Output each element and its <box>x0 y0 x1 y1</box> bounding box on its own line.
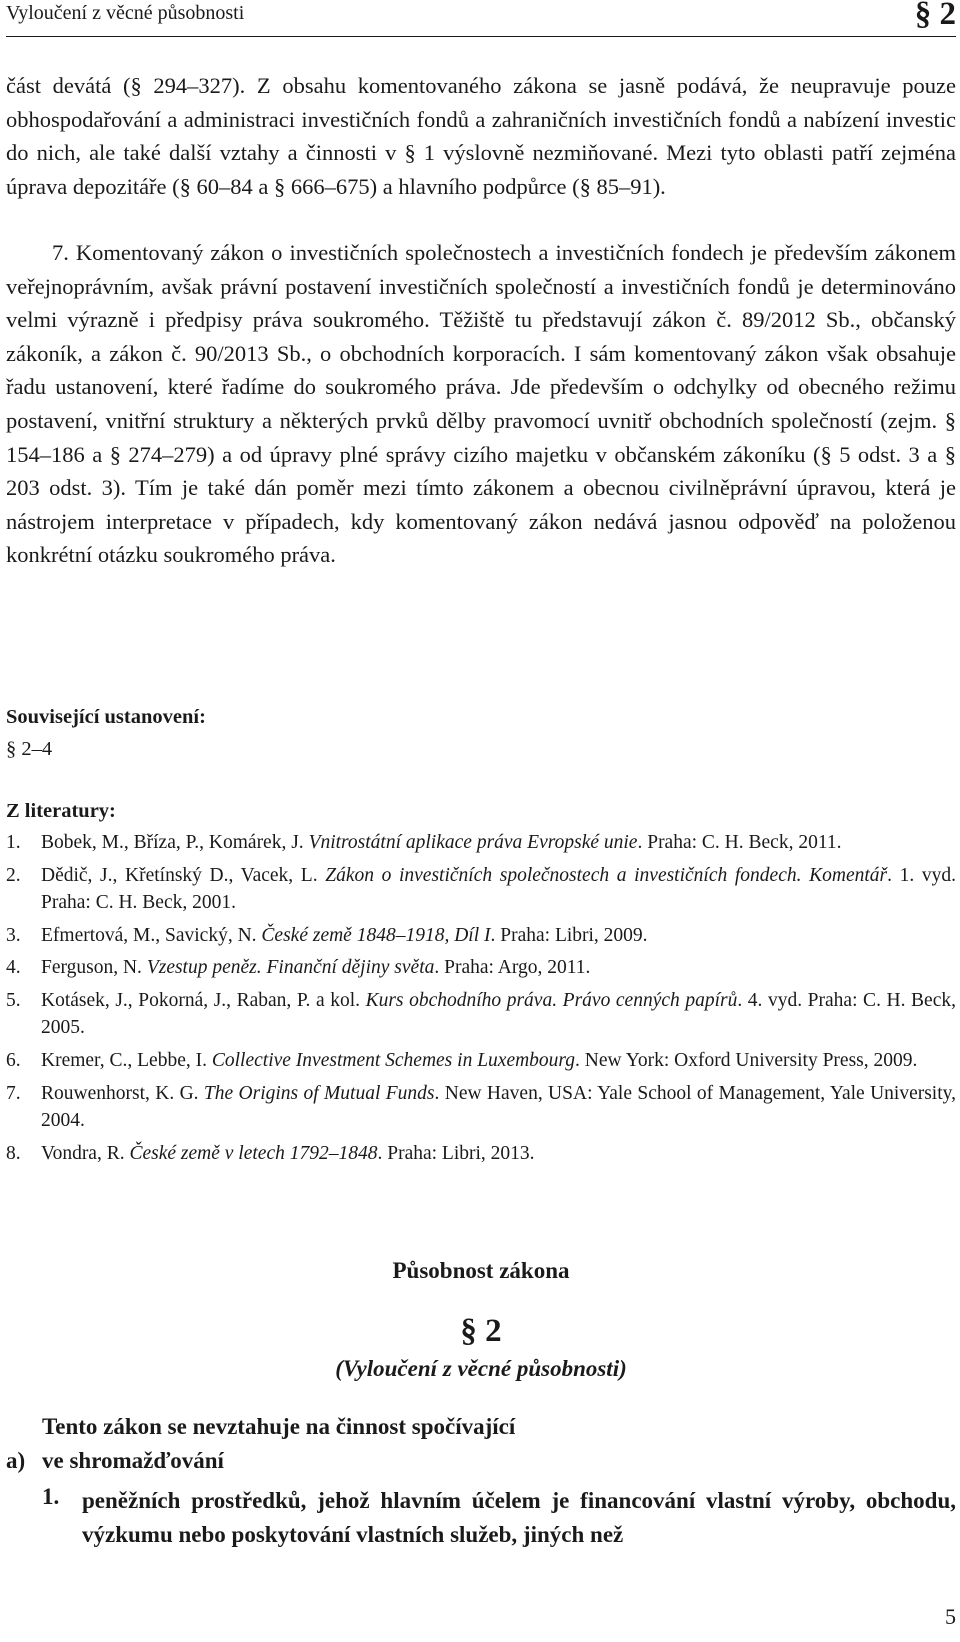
literature-item <box>6 987 956 1041</box>
literature-item-authors: Rouwenhorst, K. G. <box>41 1082 204 1104</box>
literature-item-number: 3. <box>6 924 21 946</box>
literature-item-number: 6. <box>6 1049 21 1071</box>
running-header <box>6 0 956 37</box>
law-section-title: (Vyloučení z věcné působnosti) <box>335 1356 627 1381</box>
literature-item-number: 5. <box>6 990 21 1012</box>
literature-item-authors: Vondra, R. <box>41 1142 130 1164</box>
literature-item-title: Kurs obchodního práva. Právo cenných papírů <box>365 990 738 1012</box>
literature-item-authors: Dědič, J., Křetínský D., Vacek, L. <box>41 864 326 886</box>
running-header-section: § 2 <box>914 0 956 32</box>
literature-item-title: Vnitrostátní aplikace práva Evropské unie <box>308 832 638 853</box>
literature-item <box>6 1080 956 1134</box>
literature-item-authors: Bobek, M., Bříza, P., Komárek, J. <box>41 832 309 853</box>
commentary-paragraph-2: 7. Komentovaný zákon o investičních společnostech a investičních fondech je především zákonem veřejnoprávním, avšak právní postavení investičních společností a investičních fondů je determinováno velmi výrazně i předpisy práva soukromého. Těžiště tu představují zákon č. 89/2012 Sb., občanský zákoník, a zákon č. 90/2013 Sb., o obchodních korporacích. I sám komentovaný zákon však obsahuje řadu ustanovení, které řadíme do soukromého práva. Jde především o odchylky od obecného režimu postavení, vnitřní struktury a některých prvků dělby pravomocí uvnitř obchodních společností (zejm. § 154–186 a § 274–279) a od úpravy plné správy cizího majetku v občanském zákoníku (§ 5 odst. 3 a § 203 odst. 3). Tím je také dán poměr mezi tímto zákonem a obecnou civilněprávní úpravou, která je nástrojem interpretace v případech, kdy komentovaný zákon nedává jasnou odpověď na položenou konkrétní otázku soukromého práva. <box>6 240 956 568</box>
law-intro-text: Tento zákon se nevztahuje na činnost spočívající <box>42 1414 516 1439</box>
literature-item-number: 1. <box>6 832 21 853</box>
literature-item-number: 4. <box>6 957 21 979</box>
law-section-number: § 2 <box>460 1313 502 1349</box>
literature-item <box>6 954 956 981</box>
literature-item-publication: . Praha: Argo, 2011. <box>434 957 591 979</box>
related-provisions-value: § 2–4 <box>6 738 53 760</box>
related-provisions-heading: Související ustanovení: <box>6 706 206 728</box>
literature-item-publication: . 1. vyd. Praha: C. H. Beck, 2001. <box>41 864 956 913</box>
literature-item-publication: . 4. vyd. Praha: C. H. Beck, 2005. <box>41 990 956 1039</box>
literature-item-title: Zákon o investičních společnostech a investičních fondech. Komentář <box>325 864 888 886</box>
literature-list <box>6 829 956 1172</box>
literature-item-publication: . New York: Oxford University Press, 2009. <box>575 1049 918 1071</box>
literature-item-number: 2. <box>6 864 21 886</box>
literature-item-authors: Kremer, C., Lebbe, I. <box>41 1049 212 1071</box>
literature-item-publication: . Praha: Libri, 2013. <box>377 1142 535 1164</box>
law-point-text: peněžních prostředků, jehož hlavním účelem je financování vlastní výroby, obchodu, výzkumu nebo poskytování vlastních služeb, jiných než <box>82 1488 956 1547</box>
literature-item-title: The Origins of Mutual Funds <box>203 1082 435 1104</box>
law-point-number: 1. <box>42 1484 60 1509</box>
literature-item-authors: Efmertová, M., Savický, N. <box>41 924 262 946</box>
literature-item <box>6 862 956 916</box>
law-group-title: Působnost zákona <box>392 1258 570 1283</box>
literature-item-number: 7. <box>6 1082 21 1104</box>
literature-item <box>6 1140 956 1167</box>
literature-item-title: České země v letech 1792–1848 <box>129 1142 378 1164</box>
literature-item-number: 8. <box>6 1142 21 1164</box>
commentary-paragraph-1: část devátá (§ 294–327). Z obsahu komentovaného zákona se jasně podává, že neupravuje pouze obhospodařování a administraci investičních fondů a zahraničních investičních fondů a nabízení investic do nich, ale také další vztahy a činnosti v § 1 výslovně nezmiňované. Mezi tyto oblasti patří zejména úprava depozitáře (§ 60–84 a § 666–675) a hlavního podpůrce (§ 85–91). <box>6 73 956 199</box>
literature-item-authors: Kotásek, J., Pokorná, J., Raban, P. a kol. <box>41 990 366 1012</box>
literature-item-authors: Ferguson, N. <box>41 957 147 979</box>
literature-item-publication: . Praha: C. H. Beck, 2011. <box>637 832 842 853</box>
literature-item <box>6 922 956 949</box>
literature-item-title: České země 1848–1918, Díl I <box>261 924 491 946</box>
literature-heading: Z literatury: <box>6 800 116 822</box>
literature-item <box>6 1047 956 1074</box>
literature-item-title: Collective Investment Schemes in Luxembourg <box>211 1049 576 1071</box>
literature-item-title: Vzestup peněz. Finanční dějiny světa <box>146 957 435 979</box>
page-number: 5 <box>945 1604 956 1629</box>
literature-item <box>6 829 956 856</box>
literature-item-publication: . New Haven, USA: Yale School of Management, Yale University, 2004. <box>41 1082 956 1131</box>
law-letter-a-text: ve shromažďování <box>42 1448 224 1473</box>
running-header-title: Vyloučení z věcné působnosti <box>6 2 245 24</box>
law-letter-a: a) <box>6 1448 26 1473</box>
literature-item-publication: . Praha: Libri, 2009. <box>490 924 648 946</box>
law-group-heading <box>6 1256 956 1286</box>
